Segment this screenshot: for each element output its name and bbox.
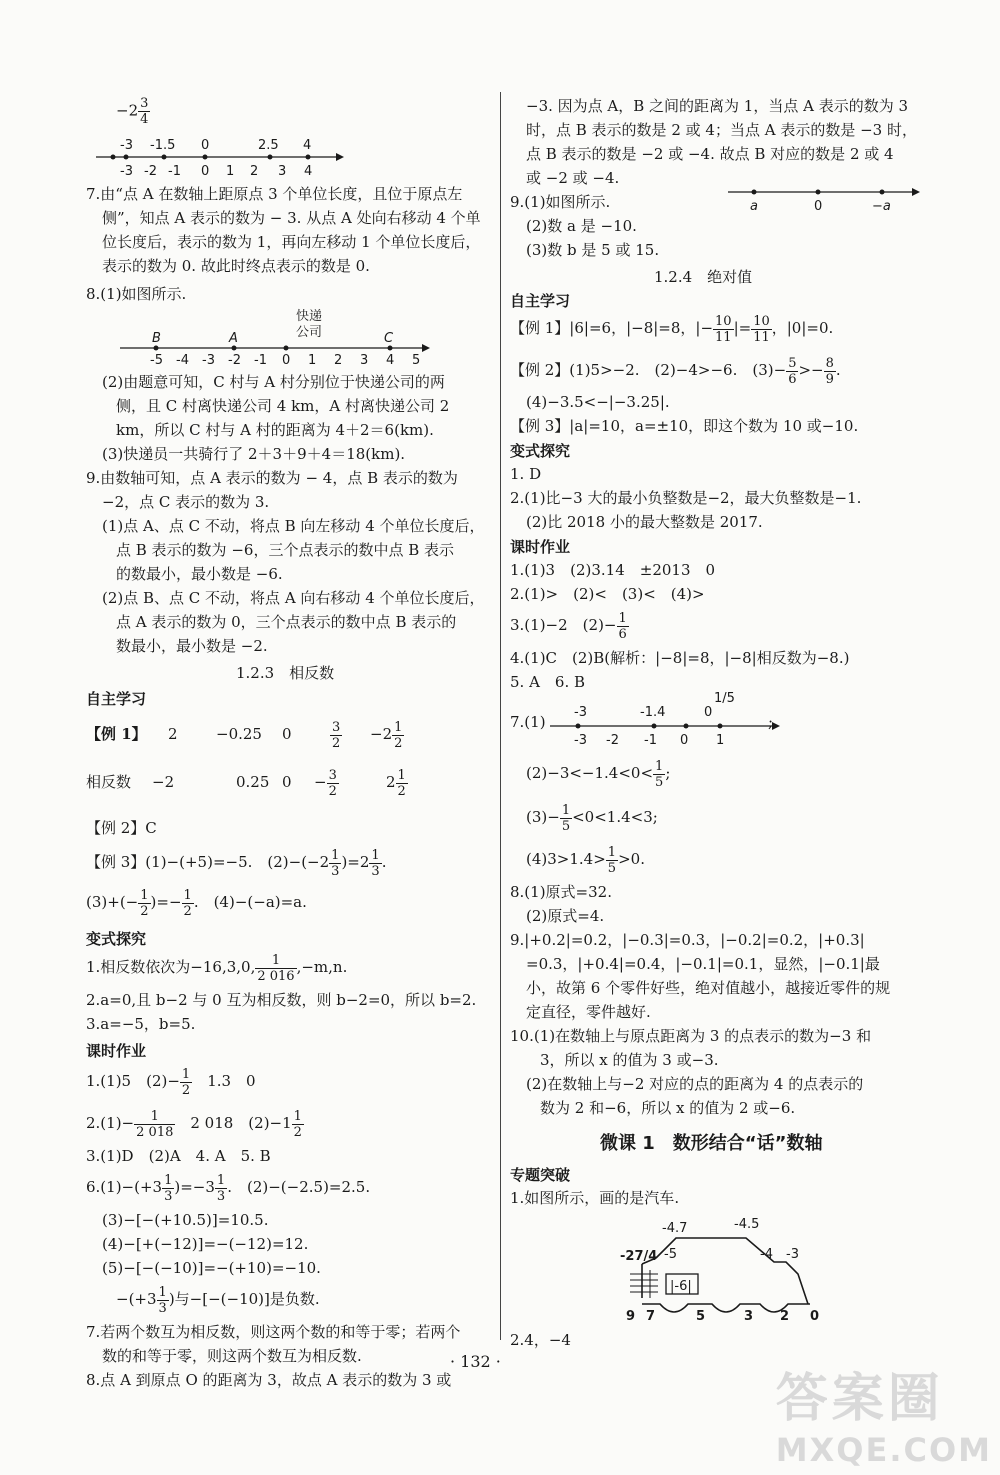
svg-text:-4: -4 [760,1247,773,1262]
svg-text:-4: -4 [176,353,189,368]
r-ex2-4: (4)−3.5<−|−3.25|. [526,393,670,411]
svg-text:9: 9 [626,1309,636,1324]
svg-text:-2: -2 [144,164,157,179]
svg-text:-1: -1 [168,164,181,179]
micro-lesson-title: 微课 1 数形结合“话”数轴 [600,1133,823,1154]
q9-line: (1)点 A、点 C 不动，将点 B 向左移动 4 个单位长度后， [102,517,485,535]
svg-text:-3: -3 [574,705,587,720]
svg-text:4: 4 [386,353,395,368]
svg-text:3: 3 [278,164,287,179]
z1: 1.如图所示，画的是汽车. [510,1189,680,1207]
svg-text:2: 2 [334,353,343,368]
fraction-label: −2 $\frac{3}{4}$ [116,96,149,127]
q9-line: 点 A 表示的数为 0，三个点表示的数中点 B 表示的 [116,613,457,631]
k8: 8.点 A 到原点 O 的距离为 3，故点 A 表示的数为 3 或 [86,1371,452,1389]
svg-text:4: 4 [304,164,313,179]
svg-text:0: 0 [810,1309,820,1324]
svg-text:a: a [750,199,758,214]
k2: 2.(1)− $\frac{1}{2 018}$ 2 018 (2)−1 $\frac{1}{2}$ [86,1108,302,1140]
r-k8b: (2)原式=4. [526,907,605,925]
k3: 3.(1)D (2)A 4. A 5. B [86,1147,271,1165]
q9-line: 数最小，最小数是 −2. [116,637,268,655]
svg-text:0: 0 [201,164,210,179]
svg-text:-1.5: -1.5 [150,138,176,153]
svg-text:0: 0 [201,138,210,153]
r-b2a: 2.(1)比−3 大的最小负整数是−2，最大负整数是−1. [510,489,862,507]
watermark-logo: 答案圈 MXQE.COM [775,1369,992,1469]
svg-text:-1.4: -1.4 [640,705,666,720]
svg-text:7: 7 [646,1309,656,1324]
q8-3: (3)快递员一共骑行了 2＋3＋9＋4＝18(km). [102,445,406,463]
svg-text:2.5: 2.5 [258,138,279,153]
number-line-1 [86,135,346,180]
r-k4: 4.(1)C (2)B(解析：|−8|=8，|−8|相反数为−8.) [510,649,850,667]
svg-text:-1: -1 [644,733,657,748]
svg-text:-4.7: -4.7 [662,1221,688,1236]
r-ex1: 【例 1】|6|=6，|−8|=8，|− $\frac{10}{11}$ |= $\frac{10}{11}$ ，|0|=0. [510,313,834,345]
svg-text:0: 0 [814,199,823,214]
q7-line: 7.由“点 A 在数轴上距原点 3 个单位长度，且位于原点左 [86,185,463,203]
k7-line: 数的和等于零，则这两个数互为相反数. [102,1347,362,1365]
svg-text:1/5: 1/5 [714,691,735,706]
section-title-1-2-3: 1.2.3 相反数 [236,664,335,682]
q9-line: 的数最小，最小数是 −6. [116,565,283,583]
heading-keshi: 课时作业 [86,1042,147,1060]
r-k7-1: 7.(1) [510,713,546,731]
r-k9-line: 小，故第 6 个零件好些，绝对值越小，越接近零件的规 [526,979,891,997]
q7-line: 位长度后，表示的数为 1，再向左移动 1 个单位长度后， [102,233,481,251]
k6-6: −(+3 $\frac{1}{3}$ )与−[−(−10)]是负数. [116,1284,320,1316]
svg-text:-4.5: -4.5 [734,1217,760,1232]
ex3-line1: 【例 3】(1)−(+5)=−5. (2)−(−2 $\frac{1}{3}$ )=2 $\frac{1}{3}$ . [86,847,387,879]
svg-text:快递: 快递 [296,309,323,324]
svg-text:-3: -3 [202,353,215,368]
q8-2-line: km，所以 C 村与 A 村的距离为 4＋2＝6(km). [116,421,434,439]
q9-line: 9.由数轴可知，点 A 表示的数为 − 4，点 B 表示的数为 [86,469,458,487]
svg-text:-3: -3 [120,138,133,153]
svg-text:-3: -3 [574,733,587,748]
svg-text:-5: -5 [664,1247,677,1262]
ex3-line2: (3)+(− $\frac{1}{2}$ )=− $\frac{1}{2}$ . (4)−(−a)=a. [86,887,307,919]
q8-2-line: (2)由题意可知，C 村与 A 村分别位于快递公司的两 [102,373,445,391]
svg-text:1: 1 [308,353,317,368]
heading-zhuanti: 专题突破 [510,1166,571,1184]
number-line-2 [116,306,436,366]
svg-text:-2: -2 [606,733,619,748]
k6-4: (4)−[+(−12)]=−(−12)=12. [102,1235,309,1253]
heading-keshi-2: 课时作业 [510,538,571,556]
svg-text:1: 1 [716,733,725,748]
svg-text:-3: -3 [786,1247,799,1262]
svg-text:2: 2 [250,164,259,179]
r-b2b: (2)比 2018 小的最大整数是 2017. [526,513,763,531]
svg-text:C: C [384,331,394,346]
r-k9-line: =0.3，|+0.4|=0.4，|−0.1|=0.1，显然，|−0.1|最 [526,955,880,973]
nl1-bottom-labels [120,164,312,179]
heading-zizhu: 自主学习 [86,690,147,708]
r-k3: 3.(1)−2 (2)− $\frac{1}{6}$ [510,610,627,642]
r-k10-line: 数为 2 和−6，所以 x 的值为 2 或−6. [540,1099,796,1117]
ex1-row1: 【例 1】 2 −0.25 0 $\frac{3}{2}$ −2 $\frac{1}{2}$ [86,719,403,751]
r-k2: 2.(1)> (2)< (3)< (4)> [510,585,705,603]
svg-text:-1: -1 [254,353,267,368]
r-k9-line: 定直径，零件越好. [526,1003,651,1021]
z2: 2.4，−4 [510,1331,571,1349]
svg-text:5: 5 [696,1309,706,1324]
k6-5: (5)−[−(−10)]=−(+10)=−10. [102,1259,321,1277]
svg-text:B: B [152,331,161,346]
r-b1: 1. D [510,465,542,483]
ex2: 【例 2】C [86,819,157,837]
svg-text:3: 3 [744,1309,754,1324]
r-ex2: 【例 2】(1)5>−2. (2)−4>−6. (3)− $\frac{5}{6}$ >− $\frac{8}{9}$ . [510,355,841,387]
svg-text:|-6|: |-6| [670,1279,692,1294]
svg-text:0: 0 [282,353,291,368]
q9-3: (3)数 b 是 5 或 15. [526,241,660,259]
svg-text:−a: −a [872,199,891,214]
b1: 1.相反数依次为−16,3,0, $\frac{1}{2 016}$ ,−m,n. [86,952,348,984]
cont-line: −3. 因为点 A，B 之间的距离为 1，当点 A 表示的数为 3 [526,97,909,115]
car-figure [610,1214,840,1334]
q9-line: 点 B 表示的数为 −6，三个点表示的数中点 B 表示 [116,541,454,559]
svg-text:5: 5 [412,353,421,368]
q8-2-line: 侧，且 C 村离快递公司 4 km，A 村离快递公司 2 [116,397,450,415]
r-k8a: 8.(1)原式=32. [510,883,612,901]
r-k1: 1.(1)3 (2)3.14 ±2013 0 [510,561,716,579]
svg-text:-3: -3 [120,164,133,179]
r-k10-line: 3，所以 x 的值为 3 或−3. [540,1051,719,1069]
q9-1: 9.(1)如图所示. [510,193,611,211]
svg-text:-27/4: -27/4 [620,1249,658,1264]
k1: 1.(1)5 (2)− $\frac{1}{2}$ 1.3 0 [86,1066,256,1098]
cont-line: 时，点 B 表示的数是 2 或 4；当点 A 表示的数是 −3 时， [526,121,917,139]
svg-text:A: A [229,331,238,346]
number-line-4 [550,690,800,750]
heading-bianshi: 变式探究 [86,930,147,948]
cont-line: 或 −2 或 −4. [526,169,620,187]
q9-line: (2)点 B、点 C 不动，将点 A 向右移动 4 个单位长度后， [102,589,485,607]
r-ex3: 【例 3】|a|=10，a=±10，即这个数为 10 或−10. [510,417,859,435]
heading-bianshi-2: 变式探究 [510,442,571,460]
cont-line: 点 B 表示的数是 −2 或 −4. 故点 B 对应的数是 2 或 4 [526,145,894,163]
q8-1: 8.(1)如图所示. [86,285,187,303]
column-divider [500,92,501,1340]
svg-text:2: 2 [780,1309,790,1324]
r-k7-3: (3)− $\frac{1}{5}$ <0<1.4<3; [526,802,658,834]
number-line-3 [726,180,926,216]
svg-text:-2: -2 [228,353,241,368]
svg-text:公司: 公司 [296,325,323,340]
svg-text:1: 1 [226,164,235,179]
svg-text:3: 3 [360,353,369,368]
r-k5: 5. A 6. B [510,673,586,691]
ex1-row2: 相反数 −2 0.25 0 − $\frac{3}{2}$ 2 $\frac{1}{2}$ [86,767,406,799]
r-k9-line: 9.|+0.2|=0.2，|−0.3|=0.3，|−0.2|=0.2，|+0.3| [510,931,865,949]
svg-text:0: 0 [704,705,713,720]
b3: 3.a=−5，b=5. [86,1015,196,1033]
q7-line: 侧”，知点 A 表示的数为 − 3. 从点 A 处向右移动 4 个单 [102,209,481,227]
svg-text:-5: -5 [150,353,163,368]
r-k10-line: (2)在数轴上与−2 对应的点的距离为 4 的点表示的 [526,1075,864,1093]
q9-line: −2，点 C 表示的数为 3. [102,493,270,511]
q7-line: 表示的数为 0. 故此时终点表示的数是 0. [102,257,370,275]
k6-3: (3)−[−(+10.5)]=10.5. [102,1211,269,1229]
page-number: · 132 · [450,1352,501,1371]
svg-text:0: 0 [680,733,689,748]
heading-zizhu-2: 自主学习 [510,292,571,310]
section-title-1-2-4: 1.2.4 绝对值 [654,268,753,286]
nl2-ticks [150,353,420,368]
svg-text:4: 4 [303,138,312,153]
b2: 2.a=0,且 b−2 与 0 互为相反数，则 b−2=0，所以 b=2. [86,991,477,1009]
r-k7-4: (4)3>1.4> $\frac{1}{5}$ >0. [526,844,645,876]
r-k7-2: (2)−3<−1.4<0< $\frac{1}{5}$ ; [526,758,671,790]
q9-2: (2)数 a 是 −10. [526,217,637,235]
k6-1: 6.(1)−(+3 $\frac{1}{3}$ )=−3 $\frac{1}{3}$ . (2)−(−2.5)=2.5. [86,1172,371,1204]
r-k10-line: 10.(1)在数轴上与原点距离为 3 的点表示的数为−3 和 [510,1027,872,1045]
semicolon: ; [768,713,774,731]
k7-line: 7.若两个数互为相反数，则这两个数的和等于零；若两个 [86,1323,461,1341]
nl1-top-labels [120,138,311,153]
